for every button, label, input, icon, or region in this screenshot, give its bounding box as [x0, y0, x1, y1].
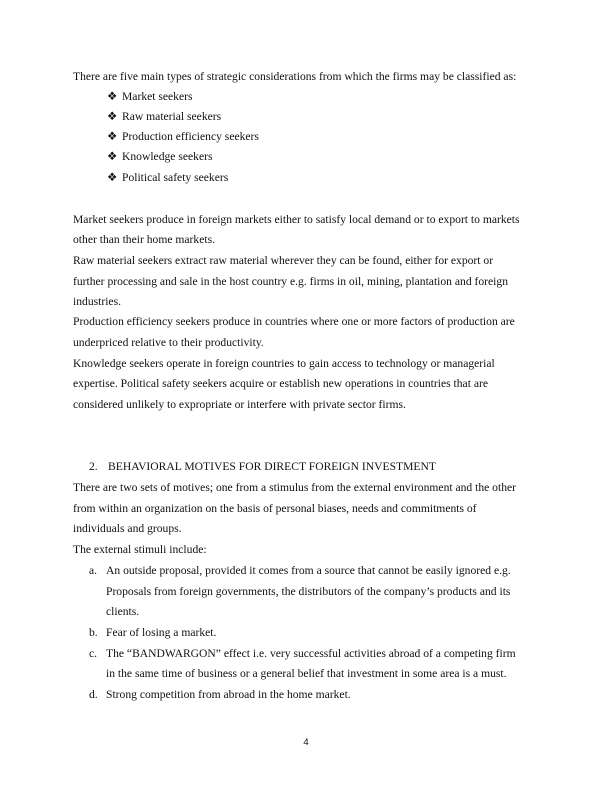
list-item-line: Fear of losing a market. — [106, 626, 217, 639]
list-item-line: Proposals from foreign governments, the distributors of the company’s products and its — [106, 585, 511, 598]
list-marker: b. — [89, 626, 98, 639]
list-item-line: Strong competition from abroad in the home market. — [106, 688, 351, 701]
page-number: 4 — [303, 737, 309, 748]
bullet-icon: ❖ — [107, 150, 118, 163]
paragraph-line: further processing and sale in the host country e.g. firms in oil, mining, plantation and foreign — [73, 275, 508, 288]
bullet-icon: ❖ — [107, 110, 118, 123]
list-item-line: clients. — [106, 605, 140, 618]
list-marker: d. — [89, 688, 98, 701]
bullet-icon: ❖ — [107, 171, 118, 184]
list-marker: a. — [89, 564, 98, 577]
paragraph-line: Knowledge seekers operate in foreign countries to gain access to technology or managerial — [73, 357, 495, 370]
bullet-icon: ❖ — [107, 90, 118, 103]
list-item: Knowledge seekers — [122, 150, 213, 163]
list-item-line: in the same time of business or a general belief that investment in some area is a must. — [106, 667, 507, 680]
paragraph-line: from within an organization on the basis of personal biases, needs and commitments of — [73, 502, 477, 515]
paragraph-line: industries. — [73, 295, 121, 308]
list-item: Production efficiency seekers — [122, 130, 259, 143]
paragraph-line: Raw material seekers extract raw material wherever they can be found, either for export or — [73, 254, 494, 267]
bullet-icon: ❖ — [107, 130, 118, 143]
paragraph-line: individuals and groups. — [73, 522, 182, 535]
paragraph-line: expertise. Political safety seekers acquire or establish new operations in countries that are — [73, 377, 488, 390]
paragraph-line: other than their home markets. — [73, 233, 215, 246]
paragraph-line: The external stimuli include: — [73, 543, 207, 556]
paragraph-line: Market seekers produce in foreign markets either to satisfy local demand or to export to markets — [73, 213, 520, 226]
list-item: Market seekers — [122, 90, 193, 103]
list-marker: c. — [89, 647, 98, 660]
list-item-line: An outside proposal, provided it comes from a source that cannot be easily ignored e.g. — [106, 564, 511, 577]
heading-text: BEHAVIORAL MOTIVES FOR DIRECT FOREIGN INVESTMENT — [108, 460, 436, 473]
intro-text: There are five main types of strategic considerations from which the firms may be classified as: — [73, 70, 517, 83]
list-item: Political safety seekers — [122, 171, 229, 184]
paragraph-line: underpriced relative to their productivity. — [73, 336, 264, 349]
list-item: Raw material seekers — [122, 110, 222, 123]
paragraph-line: Production efficiency seekers produce in countries where one or more factors of production are — [73, 315, 515, 328]
paragraph-line: There are two sets of motives; one from a stimulus from the external environment and the other — [73, 481, 517, 494]
paragraph-line: considered unlikely to expropriate or interfere with private sector firms. — [73, 398, 406, 411]
list-item-line: The “BANDWARGON” effect i.e. very successful activities abroad of a competing firm — [106, 647, 516, 660]
heading-number: 2. — [89, 460, 98, 473]
